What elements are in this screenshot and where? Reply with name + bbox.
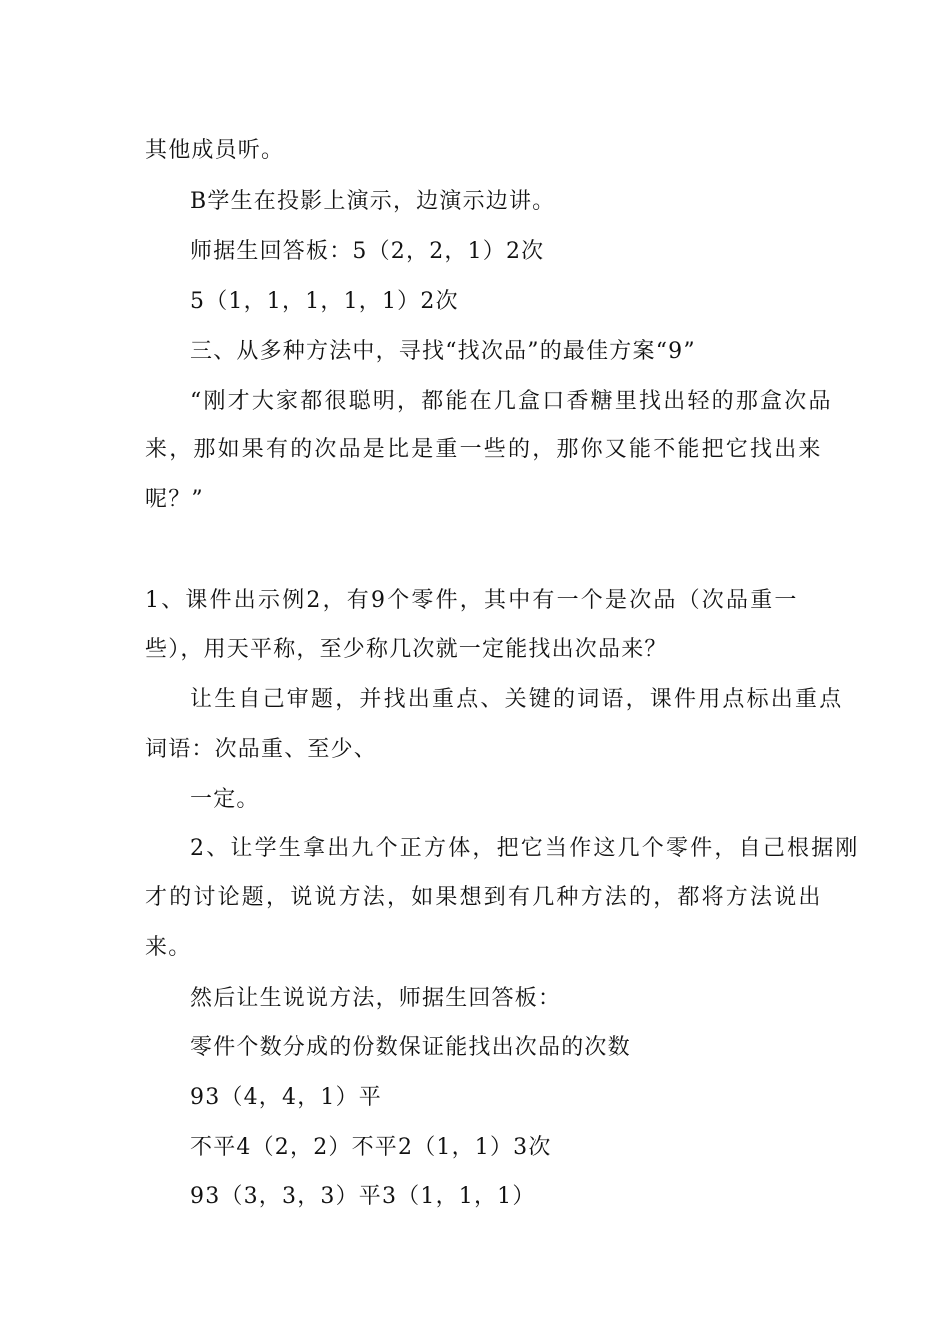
text-line-14: 2、让学生拿出九个正方体，把它当作这几个零件，自己根据刚: [190, 836, 860, 861]
text-line-19: 93（4，4，1）平: [190, 1085, 382, 1110]
text-line-20: 不平4（2，2）不平2（1，1）3次: [190, 1135, 552, 1160]
text-line-17: 然后让生说说方法，师据生回答板：: [190, 986, 562, 1011]
text-line-7: 来，那如果有的次品是比是重一些的，那你又能不能把它找出来: [145, 437, 823, 462]
text-line-3: 师据生回答板：5（2，2，1）2次: [190, 239, 545, 264]
text-line-18: 零件个数分成的份数保证能找出次品的次数: [190, 1035, 631, 1060]
text-line-9: 1、课件出示例2，有9个零件，其中有一个是次品（次品重一: [145, 588, 799, 613]
text-line-16: 来。: [145, 935, 192, 960]
text-line-10: 些），用天平称，至少称几次就一定能找出次品来？: [145, 637, 668, 662]
text-line-12: 词语：次品重、至少、: [145, 737, 378, 762]
text-line-4: 5（1，1，1，1，1）2次: [190, 289, 459, 314]
text-line-6: “刚才大家都很聪明，都能在几盒口香糖里找出轻的那盒次品: [190, 389, 833, 414]
section-heading: 三、从多种方法中，寻找“找次品”的最佳方案“9”: [190, 339, 696, 364]
text-line-21: 93（3，3，3）平3（1，1，1）: [190, 1184, 536, 1209]
text-line-8: 呢？”: [145, 487, 204, 512]
text-line-2: B学生在投影上演示，边演示边讲。: [190, 189, 556, 214]
text-line-13: 一定。: [190, 787, 260, 812]
text-line-15: 才的讨论题，说说方法，如果想到有几种方法的，都将方法说出: [145, 885, 823, 910]
text-line-11: 让生自己审题，并找出重点、关键的词语，课件用点标出重点: [190, 687, 844, 712]
text-line-1: 其他成员听。: [145, 138, 285, 163]
